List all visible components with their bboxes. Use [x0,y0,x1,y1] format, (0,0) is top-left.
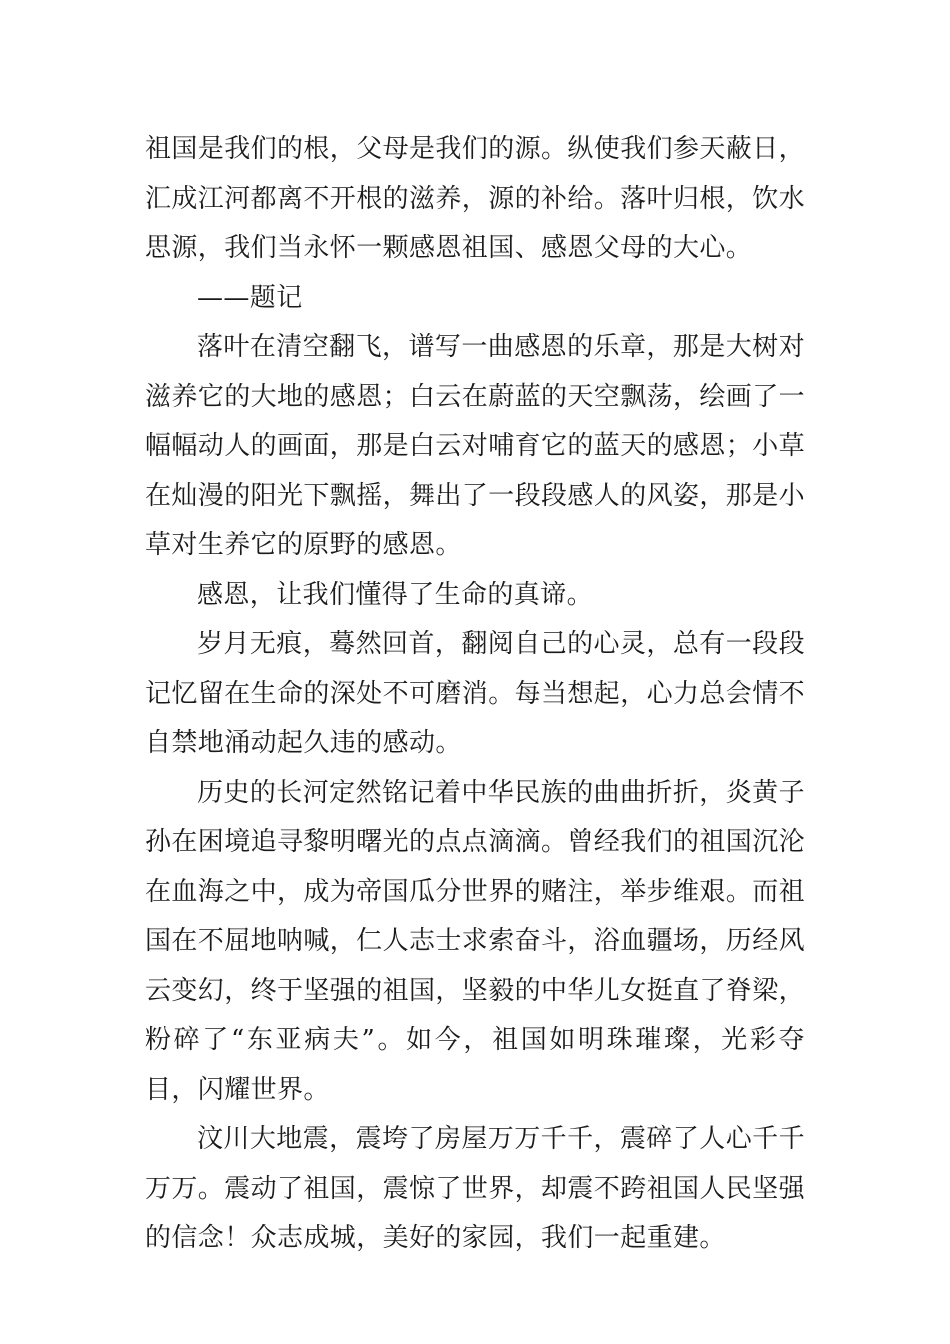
paragraph-memories: 岁月无痕，蓦然回首，翻阅自己的心灵，总有一段段记忆留在生命的深处不可磨消。每当想起，心力总会情不自禁地涌动起久违的感动。 [145,629,806,758]
paragraph-wenchuan: 汶川大地震，震垮了房屋万万千千，震碎了人心千千万万。震动了祖国，震惊了世界，却震不跨祖国人民坚强的信念！众志成城，美好的家园，我们一起重建。 [145,1124,806,1253]
paragraph-meaning-of-life: 感恩，让我们懂得了生命的真谛。 [197,579,594,610]
paragraph-epigraph: 祖国是我们的根，父母是我们的源。纵使我们参天蔽日，汇成江河都离不开根的滋养，源的补给。落叶归根，饮水思源，我们当永怀一颗感恩祖国、感恩父母的大心。 [145,134,806,263]
paragraph-epigraph-attribution: ——题记 [197,282,303,313]
paragraph-nature-gratitude: 落叶在清空翻飞，谱写一曲感恩的乐章，那是大树对滋养它的大地的感恩；白云在蔚蓝的天空飘荡，绘画了一幅幅动人的画面，那是白云对哺育它的蓝天的感恩；小草在灿漫的阳光下飘摇，舞出了一段段感人的风姿，那是小草对生养它的原野的感恩。 [145,332,806,560]
document-body [145,125,805,1264]
paragraph-history: 历史的长河定然铭记着中华民族的曲曲折折，炎黄子孙在困境追寻黎明曙光的点点滴滴。曾经我们的祖国沉沦在血海之中，成为帝国瓜分世界的赌注，举步维艰。而祖国在不屈地呐喊，仁人志士求索奋斗，浴血疆场，历经风云变幻，终于坚强的祖国，坚毅的中华儿女挺直了脊梁，粉碎了“东亚病夫”。如今，祖国如明珠璀璨，光彩夺目，闪耀世界。 [145,777,806,1105]
